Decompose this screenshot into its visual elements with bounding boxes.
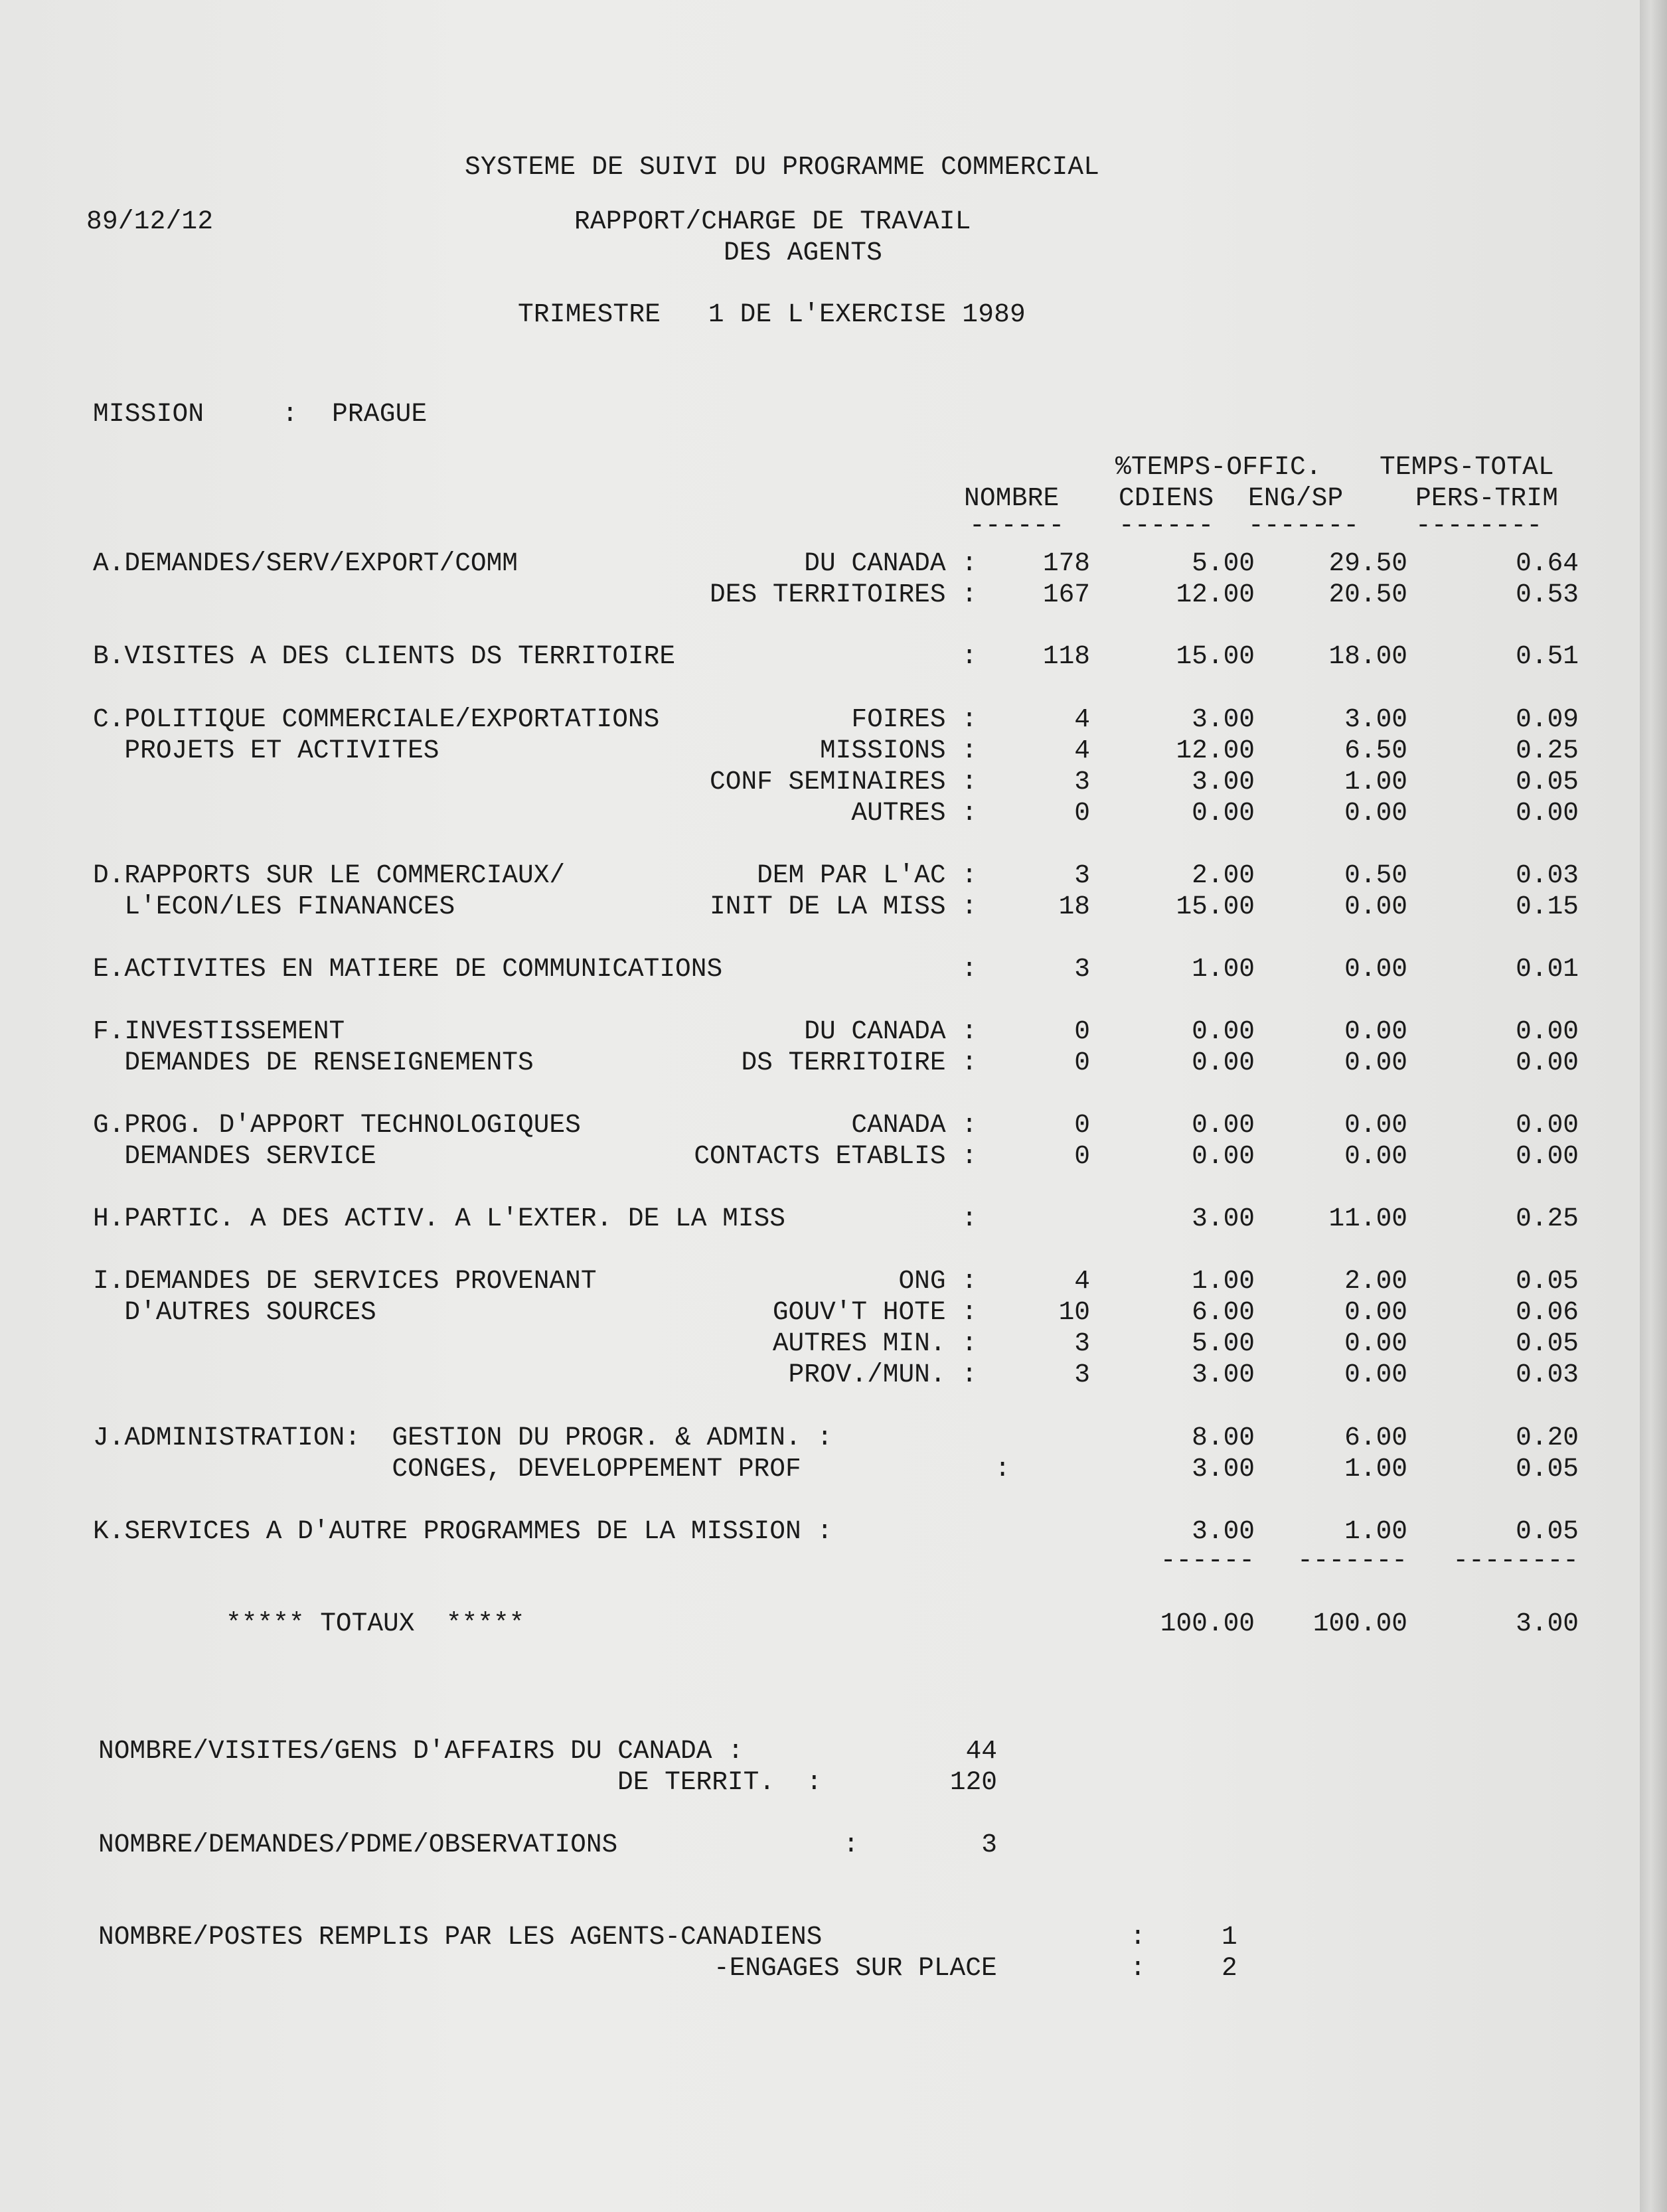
row-label: D.RAPPORTS SUR LE COMMERCIAUX/: [93, 860, 566, 890]
totals-underline-engsp: -------: [1297, 1545, 1407, 1575]
table-row-j1: [27, 1422, 1633, 1453]
col-engsp-header: ENG/SP: [1248, 483, 1344, 513]
visits-territ-label: DE TERRIT. :: [617, 1767, 823, 1797]
footer-postes-canadiens: [27, 1921, 1633, 1952]
row-sublabel: FOIRES :: [851, 704, 977, 734]
row-engsp: 0.00: [1344, 1141, 1407, 1171]
postes-place-sep: :: [1130, 1953, 1146, 1983]
row-perstrim: 0.01: [1516, 954, 1579, 984]
row-cdiens: 5.00: [1192, 1328, 1255, 1358]
row-perstrim: 0.05: [1516, 1328, 1579, 1358]
row-sublabel: DU CANADA :: [804, 548, 977, 578]
row-label: F.INVESTISSEMENT: [93, 1016, 345, 1046]
pdme-value: 3: [981, 1830, 997, 1859]
col-nombre-header: NOMBRE: [964, 483, 1060, 513]
table-row-g1: [27, 1109, 1633, 1141]
row-cdiens: 2.00: [1192, 860, 1255, 890]
row-sublabel: :: [961, 641, 977, 671]
row-nombre: 118: [1042, 641, 1090, 671]
report-title-2: DES AGENTS: [724, 238, 883, 268]
row-engsp: 6.50: [1344, 736, 1407, 765]
visits-canada-value: 44: [965, 1736, 997, 1766]
row-engsp: 1.00: [1344, 1454, 1407, 1484]
underline-cdiens: ------: [1119, 511, 1214, 540]
row-perstrim: 0.64: [1516, 548, 1579, 578]
row-perstrim: 0.00: [1516, 798, 1579, 828]
row-sublabel: CONF SEMINAIRES :: [710, 767, 977, 797]
row-nombre: 0: [1074, 1110, 1090, 1140]
table-row-c1: [27, 704, 1633, 735]
underline-engsp: -------: [1248, 511, 1360, 540]
row-engsp: 0.00: [1344, 1297, 1407, 1327]
row-nombre: 3: [1074, 1328, 1090, 1358]
totals-engsp: 100.00: [1312, 1609, 1407, 1638]
table-row-a1: [27, 548, 1633, 579]
row-engsp: 0.00: [1344, 1110, 1407, 1140]
row-sublabel: CANADA :: [851, 1110, 977, 1140]
row-sublabel: :: [994, 1454, 1010, 1484]
row-label: D'AUTRES SOURCES: [93, 1297, 376, 1327]
row-engsp: 18.00: [1328, 641, 1407, 671]
row-nombre: 0: [1074, 1016, 1090, 1046]
totals-underline-perstrim: --------: [1453, 1545, 1579, 1575]
row-nombre: 0: [1074, 1048, 1090, 1077]
row-nombre: 10: [1058, 1297, 1090, 1327]
row-perstrim: 0.00: [1516, 1048, 1579, 1077]
row-engsp: 1.00: [1344, 767, 1407, 797]
table-row-c3: [27, 766, 1633, 797]
row-perstrim: 0.05: [1516, 1266, 1579, 1296]
row-engsp: 0.00: [1344, 954, 1407, 984]
row-nombre: 18: [1058, 892, 1090, 921]
row-label: B.VISITES A DES CLIENTS DS TERRITOIRE: [93, 641, 676, 671]
mission-sep: :: [282, 399, 298, 429]
row-perstrim: 0.09: [1516, 704, 1579, 734]
row-perstrim: 0.25: [1516, 1204, 1579, 1233]
report-system-title: SYSTEME DE SUIVI DU PROGRAMME COMMERCIAL: [465, 152, 1100, 182]
row-perstrim: 0.05: [1516, 1516, 1579, 1546]
col-pct-header: %TEMPS-OFFIC.: [1115, 452, 1322, 482]
row-perstrim: 0.00: [1516, 1110, 1579, 1140]
row-sublabel: :: [961, 1204, 977, 1233]
row-cdiens: 3.00: [1192, 704, 1255, 734]
row-label: DEMANDES DE RENSEIGNEMENTS: [93, 1048, 534, 1077]
row-nombre: 0: [1074, 798, 1090, 828]
row-cdiens: 0.00: [1192, 1110, 1255, 1140]
row-cdiens: 12.00: [1176, 580, 1255, 609]
row-perstrim: 0.00: [1516, 1141, 1579, 1171]
report-date: 89/12/12: [86, 206, 214, 236]
pdme-sep: :: [843, 1830, 859, 1859]
row-sublabel: CONTACTS ETABLIS :: [694, 1141, 977, 1171]
row-cdiens: 6.00: [1192, 1297, 1255, 1327]
footer-pdme: [27, 1829, 1633, 1860]
row-nombre: 167: [1042, 580, 1090, 609]
row-cdiens: 5.00: [1192, 548, 1255, 578]
row-label: DEMANDES SERVICE: [93, 1141, 376, 1171]
table-row-d2: [27, 891, 1633, 922]
table-row-k1: [27, 1516, 1633, 1547]
row-nombre: 3: [1074, 767, 1090, 797]
table-row-i4: [27, 1359, 1633, 1390]
table-row-i1: [27, 1265, 1633, 1297]
postes-place-label: -ENGAGES SUR PLACE: [714, 1953, 997, 1983]
totals-perstrim: 3.00: [1516, 1609, 1579, 1638]
row-nombre: 3: [1074, 1360, 1090, 1389]
table-row-i2: [27, 1297, 1633, 1328]
row-nombre: 3: [1074, 954, 1090, 984]
row-cdiens: 0.00: [1192, 1016, 1255, 1046]
table-row-d1: [27, 860, 1633, 891]
report-period: TRIMESTRE 1 DE L'EXERCISE 1989: [518, 299, 1026, 329]
row-cdiens: 3.00: [1192, 1454, 1255, 1484]
row-engsp: 29.50: [1328, 548, 1407, 578]
row-perstrim: 0.03: [1516, 1360, 1579, 1389]
row-perstrim: 0.05: [1516, 767, 1579, 797]
row-perstrim: 0.25: [1516, 736, 1579, 765]
row-nombre: 4: [1074, 704, 1090, 734]
row-perstrim: 0.00: [1516, 1016, 1579, 1046]
row-sublabel: AUTRES :: [851, 798, 977, 828]
col-total-header: TEMPS-TOTAL: [1380, 452, 1554, 482]
col-cdiens-header: CDIENS: [1119, 483, 1214, 513]
pdme-label: NOMBRE/DEMANDES/PDME/OBSERVATIONS: [98, 1830, 618, 1859]
row-perstrim: 0.03: [1516, 860, 1579, 890]
row-label: PROJETS ET ACTIVITES: [93, 736, 439, 765]
row-cdiens: 3.00: [1192, 1360, 1255, 1389]
table-row-e1: [27, 953, 1633, 985]
row-perstrim: 0.51: [1516, 641, 1579, 671]
row-label: CONGES, DEVELOPPEMENT PROF: [93, 1454, 801, 1484]
row-perstrim: 0.06: [1516, 1297, 1579, 1327]
postes-canadiens-value: 1: [1222, 1922, 1237, 1952]
totals-row: [27, 1608, 1633, 1639]
row-cdiens: 8.00: [1192, 1423, 1255, 1453]
row-label: H.PARTIC. A DES ACTIV. A L'EXTER. DE LA MISS: [93, 1204, 785, 1233]
row-engsp: 0.00: [1344, 798, 1407, 828]
footer-visits-canada: [27, 1735, 1633, 1767]
row-cdiens: 0.00: [1192, 1048, 1255, 1077]
totals-cdiens: 100.00: [1160, 1609, 1255, 1638]
table-row-b1: [27, 641, 1633, 672]
table-row-f1: [27, 1016, 1633, 1047]
totals-underline: [27, 1545, 1633, 1576]
mission-label: MISSION: [93, 399, 204, 429]
footer-postes-place: [27, 1952, 1633, 1984]
row-cdiens: 15.00: [1176, 892, 1255, 921]
row-engsp: 0.50: [1344, 860, 1407, 890]
postes-label: NOMBRE/POSTES REMPLIS PAR LES AGENTS-CANADIENS: [98, 1922, 823, 1952]
totals-label: ***** TOTAUX *****: [226, 1609, 525, 1638]
workload-table: [27, 0, 1633, 2212]
row-label: C.POLITIQUE COMMERCIALE/EXPORTATIONS: [93, 704, 660, 734]
row-cdiens: 0.00: [1192, 798, 1255, 828]
row-cdiens: 15.00: [1176, 641, 1255, 671]
row-label: G.PROG. D'APPORT TECHNOLOGIQUES: [93, 1110, 581, 1140]
table-row-g2: [27, 1141, 1633, 1172]
underline-perstrim: --------: [1415, 511, 1543, 540]
row-engsp: 0.00: [1344, 1328, 1407, 1358]
row-sublabel: MISSIONS :: [819, 736, 977, 765]
row-cdiens: 1.00: [1192, 1266, 1255, 1296]
postes-sep: :: [1130, 1922, 1146, 1952]
underline-nombre: ------: [969, 511, 1065, 540]
row-label: E.ACTIVITES EN MATIERE DE COMMUNICATIONS: [93, 954, 723, 984]
row-perstrim: 0.53: [1516, 580, 1579, 609]
row-sublabel: ONG :: [898, 1266, 977, 1296]
row-engsp: 0.00: [1344, 1360, 1407, 1389]
row-perstrim: 0.20: [1516, 1423, 1579, 1453]
visits-label: NOMBRE/VISITES/GENS D'AFFAIRS DU CANADA :: [98, 1736, 744, 1766]
row-sublabel: GOUV'T HOTE :: [772, 1297, 977, 1327]
row-engsp: 0.00: [1344, 1048, 1407, 1077]
table-row-h1: [27, 1203, 1633, 1234]
row-sublabel: DU CANADA :: [804, 1016, 977, 1046]
row-nombre: 3: [1074, 860, 1090, 890]
totals-underline-cdiens: ------: [1160, 1545, 1255, 1575]
row-label: I.DEMANDES DE SERVICES PROVENANT: [93, 1266, 597, 1296]
row-perstrim: 0.15: [1516, 892, 1579, 921]
report-title-1: RAPPORT/CHARGE DE TRAVAIL: [574, 206, 971, 236]
page-edge-shadow: [1640, 0, 1667, 2212]
row-engsp: 3.00: [1344, 704, 1407, 734]
row-cdiens: 0.00: [1192, 1141, 1255, 1171]
row-cdiens: 3.00: [1192, 1516, 1255, 1546]
row-engsp: 1.00: [1344, 1516, 1407, 1546]
row-sublabel: AUTRES MIN. :: [772, 1328, 977, 1358]
row-sublabel: DS TERRITOIRE :: [741, 1048, 977, 1077]
table-row-c4: [27, 797, 1633, 829]
row-engsp: 2.00: [1344, 1266, 1407, 1296]
row-engsp: 11.00: [1328, 1204, 1407, 1233]
row-label: K.SERVICES A D'AUTRE PROGRAMMES DE LA MISSION :: [93, 1516, 833, 1546]
col-perstrim-header: PERS-TRIM: [1415, 483, 1559, 513]
row-nombre: 0: [1074, 1141, 1090, 1171]
mission-value: PRAGUE: [332, 399, 428, 429]
row-cdiens: 1.00: [1192, 954, 1255, 984]
row-nombre: 4: [1074, 736, 1090, 765]
footer-visits-territ: [27, 1767, 1633, 1798]
row-cdiens: 12.00: [1176, 736, 1255, 765]
row-engsp: 0.00: [1344, 1016, 1407, 1046]
row-label: A.DEMANDES/SERV/EXPORT/COMM: [93, 548, 518, 578]
row-sublabel: DEM PAR L'AC :: [757, 860, 977, 890]
table-row-c2: [27, 735, 1633, 766]
row-nombre: 178: [1042, 548, 1090, 578]
table-row-i3: [27, 1328, 1633, 1359]
row-sublabel: PROV./MUN. :: [788, 1360, 977, 1389]
table-row-j2: [27, 1453, 1633, 1484]
row-perstrim: 0.05: [1516, 1454, 1579, 1484]
row-sublabel: DES TERRITOIRES :: [710, 580, 977, 609]
row-label: J.ADMINISTRATION: GESTION DU PROGR. & ADMIN. :: [93, 1423, 833, 1453]
postes-place-value: 2: [1222, 1953, 1237, 1983]
row-engsp: 20.50: [1328, 580, 1407, 609]
row-label: L'ECON/LES FINANANCES: [93, 892, 455, 921]
row-cdiens: 3.00: [1192, 767, 1255, 797]
row-sublabel: INIT DE LA MISS :: [710, 892, 977, 921]
table-row-a2: [27, 579, 1633, 610]
row-sublabel: :: [961, 954, 977, 984]
row-nombre: 4: [1074, 1266, 1090, 1296]
row-cdiens: 3.00: [1192, 1204, 1255, 1233]
visits-territ-value: 120: [949, 1767, 997, 1797]
row-engsp: 0.00: [1344, 892, 1407, 921]
table-row-f2: [27, 1047, 1633, 1078]
row-engsp: 6.00: [1344, 1423, 1407, 1453]
